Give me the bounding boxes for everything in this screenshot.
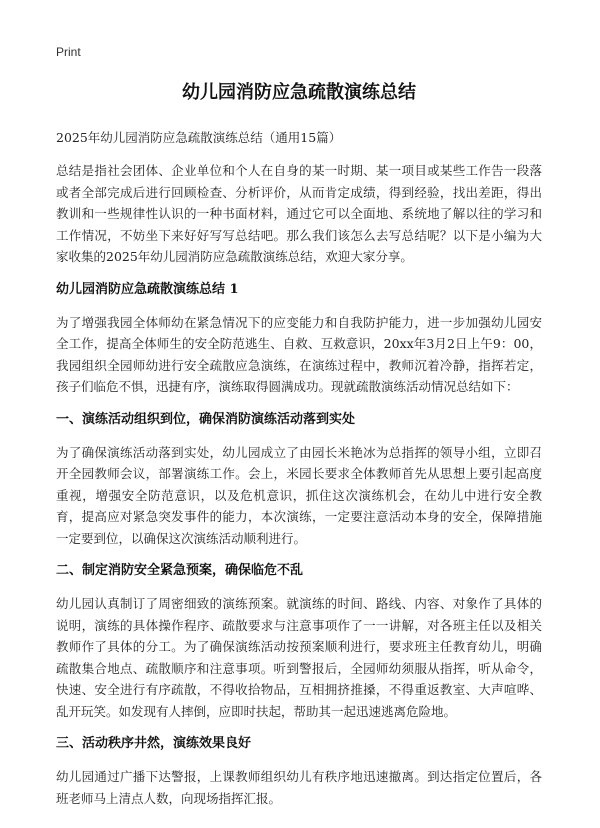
- article-intro-paragraph: 为了增强我园全体师幼在紧急情况下的应变能力和自我防护能力，进一步加强幼儿园安全工作，提高全体师生的安全防范逃生、自救、互救意识，20xx年3月2日上午9：00，我园组织全园师幼进行安全疏散应急演练，在演练过程中，教师沉着冷静，指挥若定，孩子们临危不惧，迅捷有序，演练取得圆满成功。现就疏散演练活动情况总结如下：: [56, 314, 542, 394]
- section-heading-2: 二、制定消防安全紧急预案，确保临危不乱: [56, 563, 304, 578]
- intro-paragraph: 总结是指社会团体、企业单位和个人在自身的某一时期、某一项目或某些工作告一段落或者全部完成后进行回顾检查、分析评价，从而肯定成绩，得到经验，找出差距，得出教训和一些规律性认识的一种书面材料，通过它可以全面地、系统地了解以往的学习和工作情况，不妨坐下来好好写写总结吧。那么我们该怎么去写总结呢？以下是小编为大家收集的2025年幼儿园消防应急疏散演练总结，欢迎大家分享。: [56, 163, 542, 264]
- article-heading: 幼儿园消防应急疏散演练总结 1: [56, 281, 239, 297]
- section-paragraph-3: 幼儿园通过广播下达警报，上课教师组织幼儿有秩序地迅速撤离。到达指定位置后，各班老师马上清点人数，向现场指挥汇报。: [56, 769, 542, 806]
- print-link[interactable]: Print: [56, 45, 81, 59]
- page-title: 幼儿园消防应急疏散演练总结: [182, 82, 416, 103]
- section-paragraph-1: 为了确保演练活动落到实处，幼儿园成立了由园长米艳冰为总指挥的领导小组，立即召开全园教师会议，部署演练工作。会上，米园长要求全体教师首先从思想上要引起高度重视，增强安全防范意识，以及危机意识，抓住这次演练机会，在幼儿中进行安全教育，提高应对紧急突发事件的能力，本次演练，一定要注意活动本身的安全，保障措施一定要到位，以确保这次演练活动顺利进行。: [56, 444, 542, 546]
- section-paragraph-2: 幼儿园认真制订了周密细致的演练预案。就演练的时间、路线、内容、对象作了具体的说明，演练的具体操作程序、疏散要求与注意事项作了一一讲解，对各班主任以及相关教师作了具体的分工。为了确保演练活动按预案顺利进行，要求班主任教育幼儿，明确疏散集合地点、疏散顺序和注意事项。听到警报后，全园师幼须服从指挥，听从命令，快速、安全进行有序疏散，不得收拾物品，互相拥挤推搡，不得重返教室、大声喧哗、乱开玩笑。如发现有人摔倒，应即时扶起，帮助其一起迅速逃离危险地。: [56, 596, 542, 719]
- section-heading-1: 一、演练活动组织到位，确保消防演练活动落到实处: [56, 411, 356, 427]
- document-subtitle: 2025年幼儿园消防应急疏散演练总结（通用15篇）: [56, 130, 342, 145]
- section-heading-3: 三、活动秩序井然，演练效果良好: [56, 736, 252, 751]
